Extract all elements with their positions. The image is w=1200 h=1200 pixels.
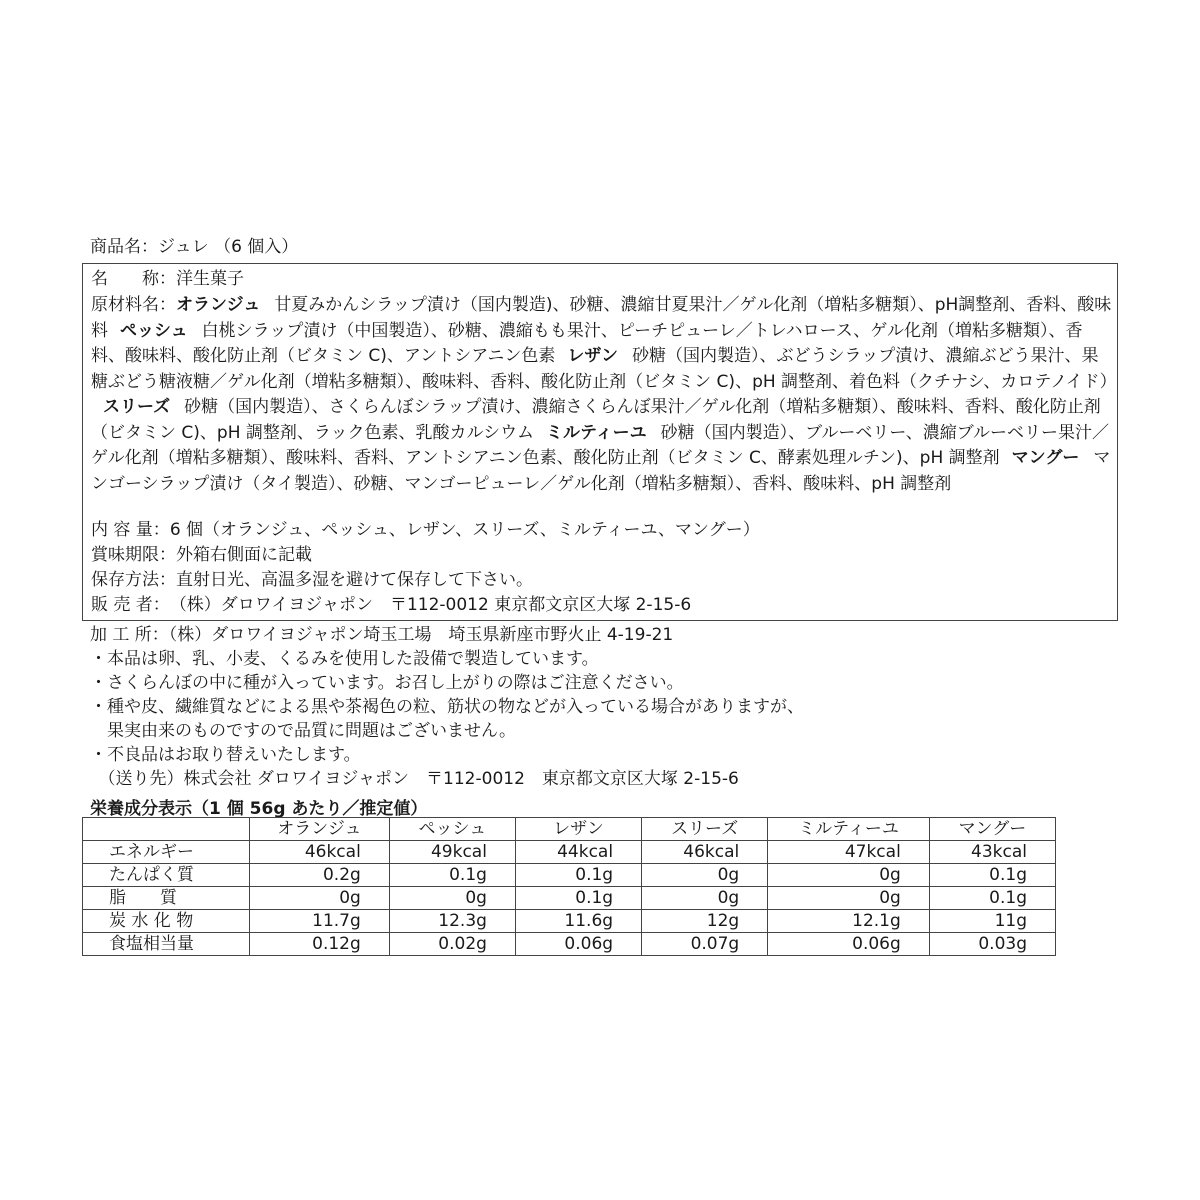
table-cell: 0.03g [929, 933, 1055, 956]
name-row [91, 267, 244, 292]
table-cell: 47kcal [768, 841, 930, 864]
note-line: ・さくらんぼの中に種が入っています。お召し上がりの際はご注意ください。 [90, 673, 684, 693]
storage-value: 直射日光、高温多湿を避けて保存して下さい。 [176, 570, 533, 590]
table-cell: 11.6g [515, 910, 641, 933]
table-cell: 12.3g [389, 910, 515, 933]
table-cell: 11.7g [250, 910, 390, 933]
ingredient-name: レザン [567, 346, 619, 366]
table-cell: 0.07g [642, 933, 768, 956]
ingredient-name: ミルティーユ [545, 422, 647, 443]
table-cell: 44kcal [515, 841, 641, 864]
table-cell: 0g [642, 887, 768, 910]
table-row [83, 864, 1056, 887]
table-cell: 0.06g [515, 933, 641, 956]
ingredient-name: ペッシュ [120, 320, 188, 341]
note-line: ・本品は卵、乳、小麦、くるみを使用した設備で製造しています。 [90, 649, 599, 669]
ingredients-key: 原材料名： [91, 295, 176, 315]
column-header: オランジュ [250, 818, 390, 841]
table-cell: 0.2g [250, 864, 390, 887]
table-cell: 46kcal [642, 841, 768, 864]
row-label: 食塩相当量 [83, 933, 250, 956]
column-header: ペッシュ [389, 818, 515, 841]
table-cell: 0g [768, 887, 930, 910]
row-label: エネルギー [83, 841, 250, 864]
name-value: 洋生菓子 [176, 269, 244, 289]
table-cell: 0.1g [929, 864, 1055, 887]
column-header: マングー [929, 818, 1055, 841]
seller-value: （株）ダロワイヨジャポン 〒112-0012 東京都文京区大塚 2-15-6 [169, 595, 692, 615]
table-cell: 0.02g [389, 933, 515, 956]
nutrition-header-row [83, 818, 1056, 841]
seller-key: 販 売 者： [91, 595, 170, 615]
expiry-row [91, 543, 312, 568]
table-row [83, 887, 1056, 910]
ingredient-name: オランジュ [176, 295, 261, 315]
table-cell: 0.12g [250, 933, 390, 956]
table-cell: 43kcal [929, 841, 1055, 864]
note-line: ・不良品はお取り替えいたします。 [90, 745, 361, 765]
table-cell: 12g [642, 910, 768, 933]
row-label: たんぱく質 [83, 864, 250, 887]
table-cell: 0.1g [929, 887, 1055, 910]
table-cell: 0.1g [515, 887, 641, 910]
ingredient-name: スリーズ [103, 397, 171, 417]
table-cell: 0g [389, 887, 515, 910]
quantity-row [91, 518, 760, 543]
row-label: 炭 水 化 物 [83, 910, 250, 933]
quantity-key: 内 容 量： [91, 520, 170, 540]
name-key: 名 称： [91, 269, 176, 289]
ingredient-text: 砂糖（国内製造）、さくらんぼシラップ漬け、濃縮さくらんぼ果汁／ゲル化剤（増粘多糖類）、酸味料、香料、酸化防止剤（ビタミン C)、pH 調整剤、ラック色素、乳酸カルシウム [91, 397, 1101, 443]
note-line: 果実由来のものですので品質に問題はございません。 [90, 721, 517, 741]
ingredient-text: 砂糖（国内製造）、ぶどうシラップ漬け、濃縮ぶどう果汁、果糖ぶどう糖液糖／ゲル化剤（増粘多糖類）、酸味料、香料、酸化防止剤（ビタミン C)、pH 調整剤、着色料（クチナシ、カロテノイド） [91, 346, 1117, 392]
product-title: 商品名：ジュレ （6 個入） [90, 237, 299, 257]
table-cell: 11g [929, 910, 1055, 933]
row-label: 脂 質 [83, 887, 250, 910]
nutrition-table [82, 817, 1056, 956]
note-line: （送り先）株式会社 ダロワイヨジャポン 〒112-0012 東京都文京区大塚 2-15-6 [90, 769, 739, 789]
header-corner [83, 818, 250, 841]
table-cell: 0g [642, 864, 768, 887]
storage-row [91, 568, 533, 593]
table-row [83, 933, 1056, 956]
ingredient-text: 白桃シラップ漬け（中国製造）、砂糖、濃縮もも果汁、ピーチピューレ／トレハロース、ゲル化剤（増粘多糖類）、香料、酸味料、酸化防止剤（ビタミン C)、アントシアニン色素 [91, 320, 1083, 366]
table-cell: 0.1g [389, 864, 515, 887]
table-row [83, 910, 1056, 933]
table-cell: 0g [768, 864, 930, 887]
ingredient-text: 甘夏みかんシラップ漬け（国内製造)、砂糖、濃縮甘夏果汁／ゲル化剤（増粘多糖類）、pH調整剤、香料、酸味料 [91, 295, 1112, 341]
storage-key: 保存方法： [91, 570, 176, 590]
column-header: スリーズ [642, 818, 768, 841]
ingredient-text: マンゴーシラップ漬け（タイ製造）、砂糖、マンゴーピューレ／ゲル化剤（増粘多糖類）、香料、酸味料、pH 調整剤 [91, 448, 1111, 494]
expiry-value: 外箱右側面に記載 [176, 545, 312, 565]
column-header: レザン [515, 818, 641, 841]
seller-row [91, 593, 691, 618]
ingredients-list [91, 295, 1117, 494]
table-cell: 12.1g [768, 910, 930, 933]
table-cell: 46kcal [250, 841, 390, 864]
expiry-key: 賞味期限： [91, 545, 176, 565]
column-header: ミルティーユ [768, 818, 930, 841]
table-cell: 0.1g [515, 864, 641, 887]
label-box [82, 263, 1118, 621]
quantity-value: 6 個（オランジュ、ペッシュ、レザン、スリーズ、ミルティーユ、マングー） [169, 520, 760, 540]
ingredients-block [91, 293, 1117, 497]
note-line: ・種や皮、繊維質などによる黒や茶褐色の粒、筋状の物などが入っている場合がありますが、 [90, 697, 804, 717]
table-cell: 0g [250, 887, 390, 910]
nutrition-title: 栄養成分表示（1 個 56g あたり／推定値） [90, 799, 428, 819]
ingredient-name: マングー [1011, 448, 1080, 468]
table-cell: 49kcal [389, 841, 515, 864]
table-cell: 0.06g [768, 933, 930, 956]
ingredient-text: 砂糖（国内製造）、ブルーベリー、濃縮ブルーベリー果汁／ゲル化剤（増粘多糖類）、酸味料、香料、アントシアニン色素、酸化防止剤（ビタミン C、酵素処理ルチン)、pH 調整剤 [91, 422, 1110, 468]
table-row [83, 841, 1056, 864]
factory-line: 加 工 所：（株）ダロワイヨジャポン埼玉工場 埼玉県新座市野火止 4-19-21 [90, 625, 674, 645]
